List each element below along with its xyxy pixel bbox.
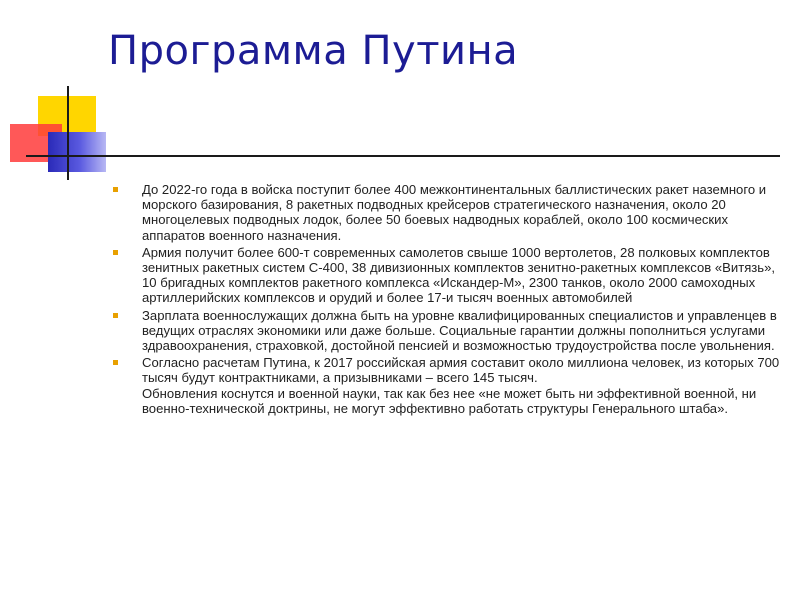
square-bullet-icon <box>113 360 118 365</box>
slide-title: Программа Путина <box>108 28 519 74</box>
list-item-text: Армия получит более 600-т современных самолетов свыше 1000 вертолетов, 28 полковых комплектов зенитных ракетных систем С-400, 38 дивизионных комплектов зенитно-ракетных комплексов «Витязь», 10 бригадных комплектов ракетного комплекса «Искандер-М», 2300 танков, около 2000 самоходных артиллерийских комплексов и орудий и более 17-и тысяч военных автомобилей <box>142 244 776 306</box>
list-item <box>110 245 780 306</box>
list-item-text: До 2022-го года в войска поступит более 400 межконтинентальных баллистических ракет наземного и морского базирования, 8 ракетных подводных крейсеров стратегического назначения, около 20 многоцелевых подводных лодок, более 50 боевых надводных кораблей, около 100 космических аппаратов военного назначения. <box>142 182 767 243</box>
vertical-rule <box>67 86 69 180</box>
list-item <box>110 308 780 354</box>
list-item-text: Зарплата военнослужащих должна быть на уровне квалифицированных специалистов и управленцев в ведущих отраслях экономики или даже больше. Социальные гарантии должны пополниться услугами здравоохранения, страховкой, достойной пенсией и возможностью трудоустройства после увольнения. <box>142 307 777 354</box>
horizontal-rule <box>26 155 780 157</box>
list-item <box>110 182 780 243</box>
square-bullet-icon <box>113 313 118 318</box>
square-bullet-icon <box>113 250 118 255</box>
square-bullet-icon <box>113 187 118 192</box>
list-item-text: Согласно расчетам Путина, к 2017 российская армия составит около миллиона человек, из которых 700 тысяч будут контрактниками, а призывниками – всего 145 тысяч. <box>142 355 780 386</box>
list-item-continuation: Обновления коснутся и военной науки, так как без нее «не может быть ни эффективной военной, ни военно-технической доктрины, не могут эффективно работать структуры Генерального штаба». <box>142 385 757 416</box>
blue-square-decoration <box>48 132 106 172</box>
list-item <box>110 355 780 416</box>
bullet-list <box>110 182 780 418</box>
